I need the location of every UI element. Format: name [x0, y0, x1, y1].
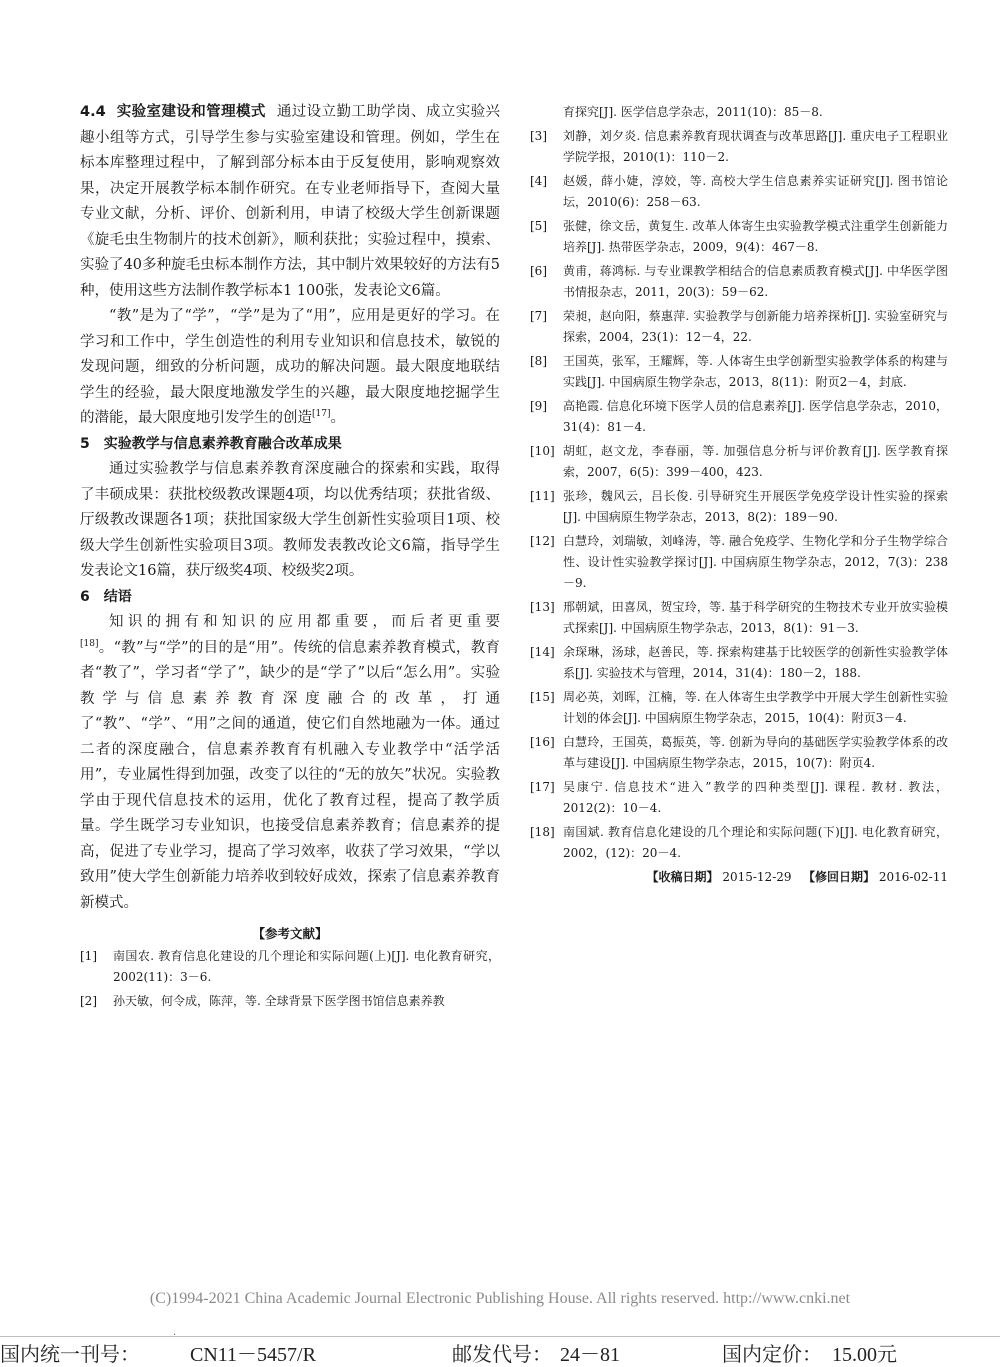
reference-text: 黄甫，蒋鸿标. 与专业课教学相结合的信息素质教育模式[J]. 中华医学图书情报杂志，2011，20(3)：59－62. [563, 264, 948, 299]
reference-number: [4] [530, 174, 547, 188]
revised-label: 【修回日期】 [802, 870, 875, 884]
section-5-title: 实验教学与信息素养教育融合改革成果 [103, 435, 342, 452]
reference-text: 刘静，刘夕炎. 信息素养教育现状调查与改革思路[J]. 重庆电子工程职业学院学报，2010(1)：110－2. [563, 129, 948, 164]
reference-text: 胡虹，赵文龙，李春丽，等. 加强信息分析与评价教育[J]. 医学教育探索，2007，6(5)：399－400，423. [563, 444, 948, 479]
reference-number: [1] [80, 949, 97, 963]
right-column [530, 102, 948, 887]
reference-text: 邢朝斌，田喜凤，贺宝玲，等. 基于科学研究的生物技术专业开放实验模式探索[J]. 中国病原生物学杂志，2013，8(1)：91－3. [563, 600, 948, 635]
reference-text: 南国农. 教育信息化建设的几个理论和实际问题(上)[J]. 电化教育研究，2002(11)：3－6. [113, 949, 500, 984]
section-5-number: 5 [80, 435, 90, 452]
reference-text: 余琛琳，汤球，赵善民，等. 探索构建基于比较医学的创新性实验教学体系[J]. 实验技术与管理，2014，31(4)：180－2，188. [563, 645, 948, 680]
reference-item [530, 216, 948, 258]
section-4-4-heading: 实验室建设和管理模式 [116, 104, 266, 120]
reference-item [80, 991, 500, 1012]
reference-number: [2] [80, 994, 97, 1008]
section-4-4-number: 4.4 [80, 104, 106, 120]
reference-text: 张珍，魏风云，吕长俊. 引导研究生开展医学免疫学设计性实验的探索[J]. 中国病原生物学杂志，2013，8(2)：189－90. [563, 489, 948, 524]
reference-item [530, 531, 948, 594]
price-label: 国内定价： [722, 1342, 822, 1366]
section-5-text: 通过实验教学与信息素养教育深度融合的探索和实践，取得了丰硕成果：获批校级教改课题4项，均以优秀结项；获批省级、厅级教改课题各1项；获批国家级大学生创新性实验项目1项、校级大学生创新性实验项目3项。教师发表教改论文6篇，指导学生发表论文16篇，获厅级奖4项、校级奖2项。 [80, 461, 500, 579]
footer-divider [0, 1336, 1000, 1337]
reference-item [530, 441, 948, 483]
reference-number: [9] [530, 399, 547, 413]
reference-text: 吴康宁. 信息技术“进入”教学的四种类型[J]. 课程. 教材. 教法，2012(2)：10－4. [563, 780, 948, 815]
reference-number: [15] [530, 690, 555, 704]
reference-number: [7] [530, 309, 547, 323]
reference-text: 南国斌. 教育信息化建设的几个理论和实际问题(下)[J]. 电化教育研究，2002，(12)：20－4. [563, 825, 948, 860]
revised-date: 2016-02-11 [878, 870, 948, 884]
paragraph-teaching-purpose [80, 304, 500, 432]
section-5-heading [80, 432, 500, 458]
received-date: 2015-12-29 [722, 870, 792, 884]
reference-item [530, 126, 948, 168]
postal-code-label: 邮发代号： [452, 1342, 552, 1366]
reference-item [530, 396, 948, 438]
section-6-text-part1: 知识的拥有和知识的应用都重要，而后者更重要 [109, 614, 500, 630]
reference-text: 白慧玲，王国英，葛振英，等. 创新为导向的基础医学实验教学体系的改革与建设[J]. 中国病原生物学杂志，2015，10(7)：附页4. [563, 735, 948, 770]
citation-18: [18] [80, 638, 99, 649]
reference-item [530, 822, 948, 864]
reference-number: [12] [530, 534, 555, 548]
received-label: 【收稿日期】 [646, 870, 719, 884]
reference-number: [3] [530, 129, 547, 143]
citation-17: [17] [312, 409, 331, 420]
section-4-4-text: 通过设立勤工助学岗、成立实验兴趣小组等方式，引导学生参与实验室建设和管理。例如，学生在标本库整理过程中，了解到部分标本由于反复使用，影响观察效果，决定开展教学标本制作研究。在专业老师指导下，查阅大量专业文献，分析、评价、创新利用，申请了校级大学生创新课题《旋毛虫生物制片的技术创新》，顺利获批；实验过程中，摸索、实验了40多种旋毛虫标本制作方法，其中制片效果较好的方法有5种，使用这些方法制作教学标本1 100张，发表论文6篇。 [80, 104, 501, 299]
reference-item [530, 642, 948, 684]
reference-number: [11] [530, 489, 555, 503]
reference-item [530, 687, 948, 729]
journal-footer [0, 1338, 1000, 1365]
reference-item [530, 777, 948, 819]
paragraph-end: 。 [330, 410, 345, 426]
section-6-text-part2: 。“教”与“学”的目的是“用”。传统的信息素养教育模式，教育者“教了”，学习者“学了”，缺少的是“学了”以后“怎么用”。实验教学与信息素养教育深度融合的改革，打通了“教”、“学”、“用”之间的通道，使它们自然地融为一体。通过二者的深度融合，信息素养教育有机融入专业教学中“活学活用”，专业属性得到加强，改变了以往的“无的放矢”状况。实验教学由于现代信息技术的运用，优化了教育过程，提高了教学质量。学生既学习专业知识，也接受信息素养教育；信息素养的提高，促进了专业学习，提高了学习效率，收获了学习效果，“学以致用”使大学生创新能力培养收到较好成效，探索了信息素养教育新模式。 [80, 639, 500, 911]
reference-item [530, 261, 948, 303]
reference-item [80, 946, 500, 988]
reference-number: [10] [530, 444, 555, 458]
reference-text: 张健，徐文岳，黄复生. 改革人体寄生虫实验教学模式注重学生创新能力培养[J]. 热带医学杂志，2009，9(4)：467－8. [563, 219, 948, 254]
reference-number: [14] [530, 645, 555, 659]
reference-text: 高艳霞. 信息化环境下医学人员的信息素养[J]. 医学信息学杂志，2010，31(4)：81－4. [563, 399, 948, 434]
reference-number: [18] [530, 825, 555, 839]
reference-item [530, 306, 948, 348]
reference-number: [13] [530, 600, 555, 614]
separator-dot: · [173, 1330, 177, 1341]
price-value: 15.00元 [832, 1344, 897, 1366]
reference-number: [6] [530, 264, 547, 278]
copyright-notice: (C)1994-2021 China Academic Journal Electronic Publishing House. All rights reserved. http://www.cnki.net [149, 1290, 851, 1307]
references-heading: 【参考文献】 [252, 926, 328, 941]
reference-text: 白慧玲，刘瑞敏，刘峰涛，等. 融合免疫学、生物化学和分子生物学综合性、设计性实验教学探讨[J]. 中国病原生物学杂志，2012，7(3)：238－9. [563, 534, 948, 590]
reference-item [530, 486, 948, 528]
issn-value: CN11－5457/R [190, 1344, 316, 1366]
reference-item [530, 732, 948, 774]
reference-2-continuation [530, 102, 948, 123]
reference-item [530, 597, 948, 639]
reference-number: [17] [530, 780, 555, 794]
section-4-4 [80, 100, 500, 304]
section-6-title: 结语 [103, 588, 132, 605]
reference-text: 周必英，刘晖，江楠，等. 在人体寄生虫学教学中开展大学生创新性实验计划的体会[J]. 中国病原生物学杂志，2015，10(4)：附页3－4. [563, 690, 948, 725]
issn-label: 国内统一刊号： [0, 1342, 140, 1366]
reference-item [530, 351, 948, 393]
left-column [80, 100, 500, 1015]
section-6-number: 6 [80, 588, 90, 605]
section-6-heading [80, 585, 500, 611]
reference-text: 王国英，张军，王耀辉，等. 人体寄生虫学创新型实验教学体系的构建与实践[J]. 中国病原生物学杂志，2013，8(11)：附页2－4，封底. [563, 354, 948, 389]
reference-number: [5] [530, 219, 547, 233]
reference-number: [8] [530, 354, 547, 368]
article-dates [530, 867, 948, 887]
reference-item [530, 171, 948, 213]
reference-text: 孙天敏，何令成，陈萍，等. 全球背景下医学图书馆信息素养教 [113, 994, 445, 1008]
reference-text: 育探究[J]. 医学信息学杂志，2011(10)：85－8. [563, 105, 823, 119]
postal-code-value: 24－81 [560, 1344, 620, 1366]
reference-text: 荣昶，赵向阳，蔡惠萍. 实验教学与创新能力培养探析[J]. 实验室研究与探索，2004，23(1)：12－4，22. [563, 309, 948, 344]
reference-text: 赵媛，薛小婕，淳姣，等. 高校大学生信息素养实证研究[J]. 图书馆论坛，2010(6)：258－63. [563, 174, 948, 209]
reference-number: [16] [530, 735, 555, 749]
section-6-text [80, 610, 500, 916]
paragraph-text: “教”是为了“学”，“学”是为了“用”，应用是更好的学习。在学习和工作中，学生创造性的利用专业知识和信息技术，敏锐的发现问题，细致的分析问题，成功的解决问题。最大限度地联结学生的经验，最大限度地激发学生的兴趣，最大限度地挖掘学生的潜能，最大限度地引发学生的创造 [80, 308, 500, 426]
